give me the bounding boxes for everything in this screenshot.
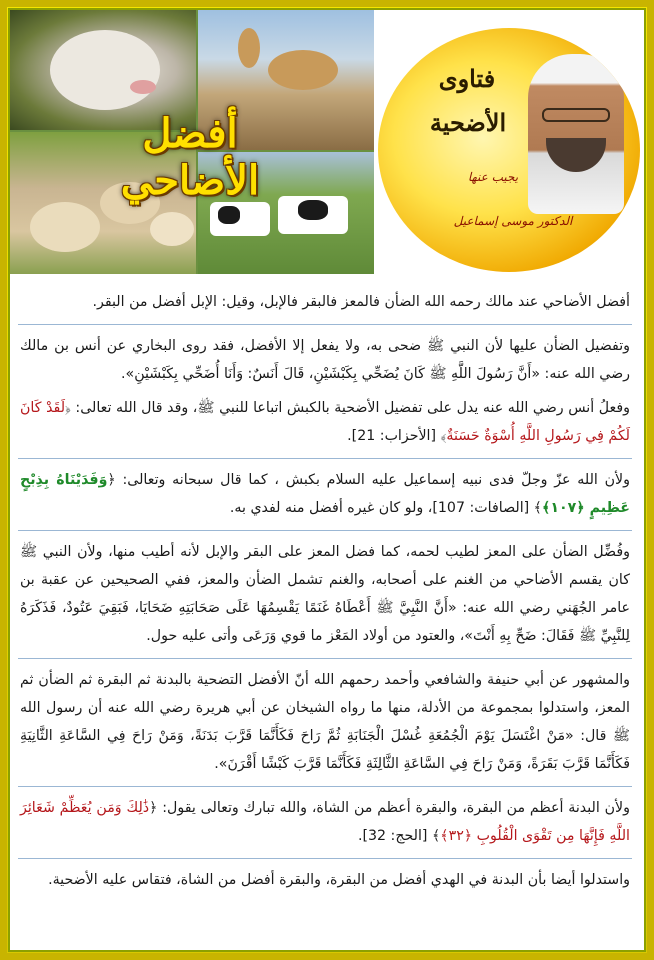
goat-head-shape [50, 30, 160, 110]
divider [18, 530, 632, 531]
paragraph-6: والمشهور عن أبي حنيفة والشافعي وأحمد رحمهم الله أنّ الأفضل التضحية بالبدنة ثم البقرة ثم الضأن ثم المعز، واستدلوا بمجموعة من الأدلة، منها ما رواه الشيخان عن أبي هريرة رضي الله عنه أن رسول الله ﷺ قال: «مَنْ اغْتَسَلَ يَوْمَ الْجُمُعَةِ غُسْلَ الْجَنَابَةِ ثُمَّ رَاحَ فَكَأَنَّمَا قَرَّبَ بَدَنَةً، وَمَنْ رَاحَ فِي السَّاعَةِ الثَّانِيَةِ فَكَأَنَّمَا قَرَّبَ بَقَرَةً، وَمَنْ رَاحَ فِي السَّاعَةِ الثَّالِثَةِ فَكَأَنَّمَا قَرَّبَ كَبْشًا أَقْرَنَ». [20, 672, 630, 772]
paragraph-7-text: ولأن البدنة أعظم من البقرة، والبقرة أعظم من الشاة، والله تبارك وتعالى يقول: ﴿ [149, 800, 630, 816]
beard-shape [546, 138, 606, 172]
glasses-shape [542, 108, 610, 122]
camel-neck-shape [238, 28, 260, 68]
paragraph-2: وتفضيل الضأن عليها لأن النبي ﷺ ضحى به، ولا يفعل إلا الأفضل، فقد روى البخاري عن أنس بن مالك رضي الله عنه: «أَنَّ رَسُولَ اللَّهِ ﷺ كَانَ يُضَحِّي بِكَبْشَيْنِ، قَالَ أَنَسٌ: وَأَنَا أُضَحِّي بِكَبْشَيْنِ». [20, 338, 630, 382]
paragraph-8: واستدلوا أيضا بأن البدنة في الهدي أفضل من البقرة، والبقرة أفضل من الشاة، فتقاس عليه الأضحية. [48, 872, 630, 888]
paragraph-7 [18, 792, 632, 854]
animal-collage [10, 10, 374, 274]
divider [18, 658, 632, 659]
divider [18, 786, 632, 787]
sheep-shape [30, 202, 100, 252]
quran-quote-saffat: وَفَدَيْنَاهُ بِذِبْحٍ عَظِيمٍ ﴿١٠٧﴾ [20, 472, 630, 516]
fatwa-badge [378, 28, 640, 272]
badge-title-line1: فتاوى [438, 64, 496, 93]
badge-answered-by: يجيب عنها [467, 170, 519, 184]
quran-quote-ahzab: لَقَدْ كَانَ لَكُمْ فِي رَسُولِ اللَّهِ أُسْوَةٌ حَسَنَةٌ [20, 400, 630, 444]
paragraph-1: أفضل الأضاحي عند مالك رحمه الله الضأن فالمعز فالبقر فالإبل، وقيل: الإبل أفضل من البقر. [92, 294, 630, 310]
goat-tongue-shape [130, 80, 156, 94]
paragraph-3-ref: ﴾ [الأحزاب: 21]. [347, 428, 447, 444]
cow-spot-shape [218, 206, 240, 224]
camel-body-shape [268, 50, 338, 90]
divider [18, 858, 632, 859]
article-body [18, 286, 632, 898]
header-banner [10, 10, 640, 280]
sheep-shape [150, 212, 194, 246]
cow-spot-shape [298, 200, 328, 220]
divider [18, 324, 632, 325]
paragraph-5: وفُضِّل الضأن على المعز لطيب لحمه، كما فضل المعز على البقر والإبل لأنه أطيب منها، ولأن النبي ﷺ كان يقسم الأضاحي من الغنم على أصحابه، والغنم تشمل الضأن والمعز، ففي الصحيحين عن عقبة بن عامر الجُهَني رضي الله عنه: «أَنَّ النَّبِيَّ ﷺ أَعْطَاهُ غَنَمًا يَقْسِمُهَا عَلَى صَحَابَتِهِ ضَحَايَا، فَبَقِيَ عَتُودٌ، فَذَكَرَهُ لِلنَّبِيِّ ﷺ فَقَالَ: ضَحِّ بِهِ أَنْتَ»، والعتود من أولاد المَعْز ما قوي وَرَعَى وأتى عليه حول. [20, 544, 630, 644]
author-portrait [528, 54, 624, 214]
paragraph-3-text: وفعلُ أنس رضي الله عنه يدل على تفضيل الأضحية بالكبش اتباعا للنبي ﷺ، وقد قال الله تعالى: ﴿ [65, 400, 630, 416]
collage-title: أفضل الأضاحي [120, 110, 260, 204]
quran-quote-hajj: ذَٰلِكَ وَمَن يُعَظِّمْ شَعَائِرَ اللَّهِ فَإِنَّهَا مِن تَقْوَى الْقُلُوبِ ﴿٣٢﴾ [20, 800, 630, 844]
paragraph-4 [18, 464, 632, 526]
badge-title-line2: الأضحية [429, 108, 507, 137]
paragraph-4-ref: ﴾ [الصافات: 107]، ولو كان غيره أفضل منه لفدي به. [229, 500, 542, 516]
badge-author-name: الدكتور موسى إسماعيل [453, 214, 573, 228]
paragraph-4-text: ولأن الله عزّ وجلّ فدى نبيه إسماعيل عليه السلام بكبش ، كما قال سبحانه وتعالى: ﴿ [107, 472, 630, 488]
paragraph-7-ref: ﴾ [الحج: 32]. [357, 828, 441, 844]
divider [18, 458, 632, 459]
paragraph-3 [18, 392, 632, 454]
